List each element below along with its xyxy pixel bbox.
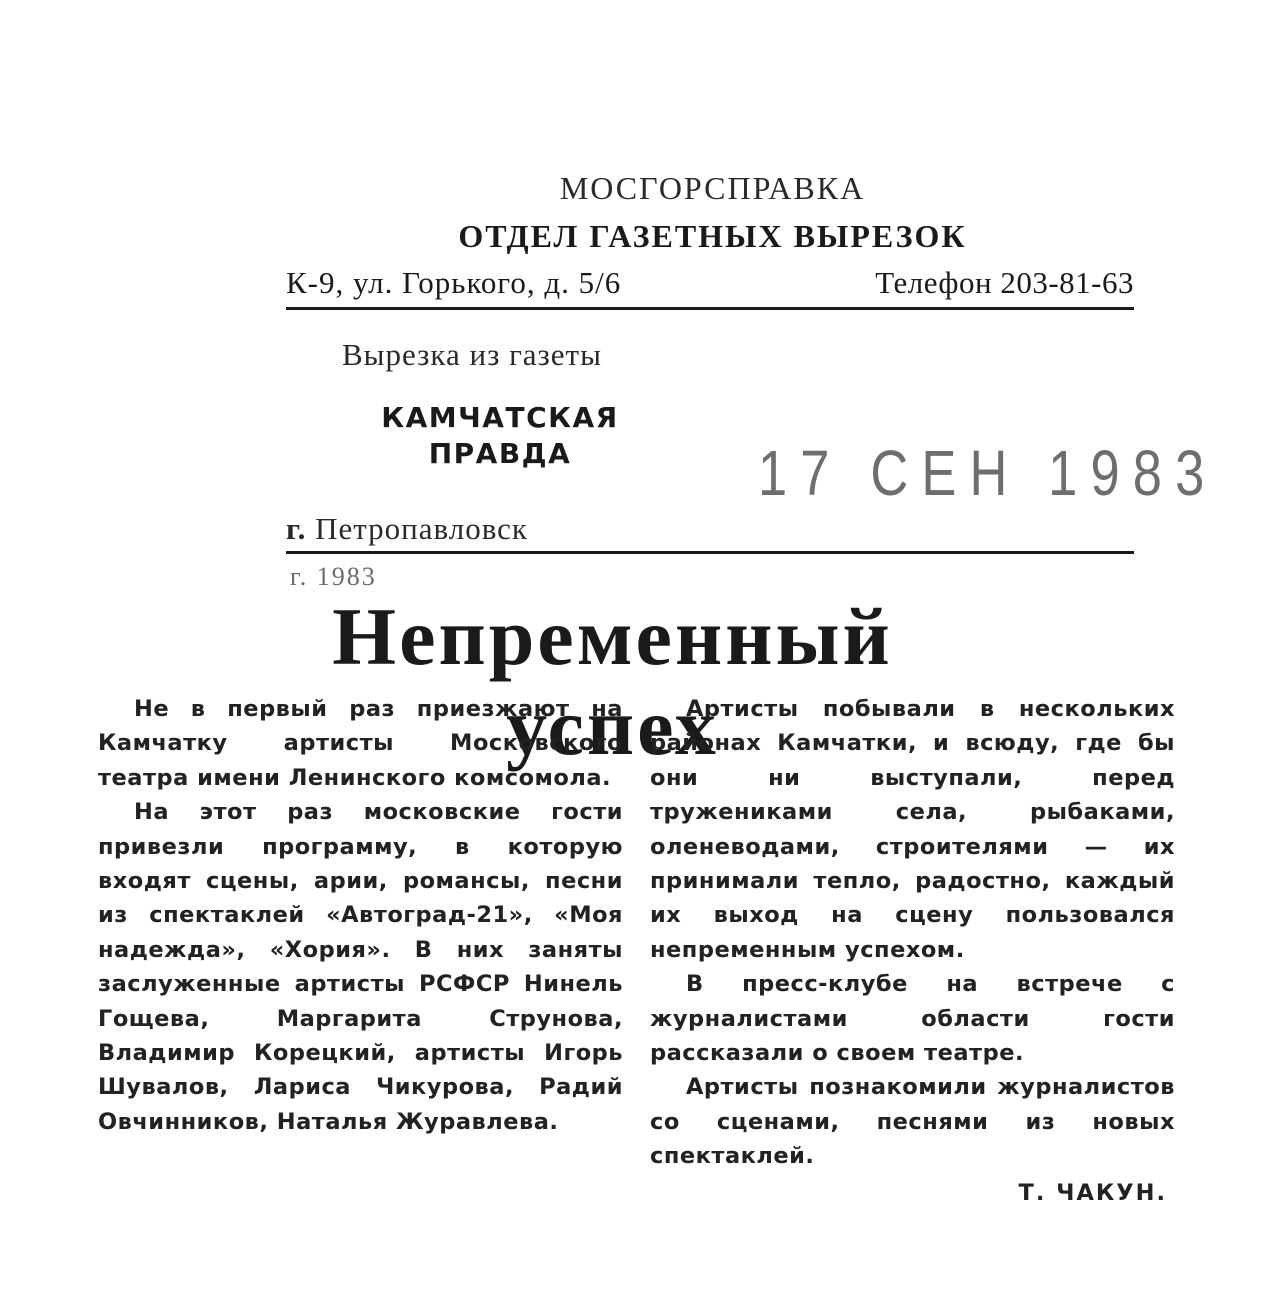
- address-row: [286, 263, 1134, 310]
- article-paragraph: Не в первый раз приезжают на Камчатку артисты Московского театра имени Ленинского комсомола.: [98, 696, 623, 791]
- article-paragraph: Артисты побывали в нескольких районах Камчатки, и всюду, где бы они ни выступали, перед тружениками села, рыбаками, оленеводами, строителями — их принимали тепло, радостно, каждый их выход на сцену пользовался непременным успехом.: [650, 696, 1175, 963]
- city-name: Петропавловск: [315, 511, 528, 546]
- newspaper-name-line1: КАМЧАТСКАЯ: [381, 401, 619, 434]
- department-name: ОТДЕЛ ГАЗЕТНЫХ ВЫРЕЗОК: [458, 218, 967, 254]
- article-paragraph: В пресс-клубе на встрече с журналистами области гости рассказали о своем театре.: [650, 971, 1175, 1067]
- newspaper-name-line2: ПРАВДА: [428, 437, 572, 470]
- city-prefix: г.: [286, 511, 307, 546]
- article-left-column: [98, 692, 623, 1139]
- article-paragraph: На этот раз московские гости привезли программу, в которую входят сцены, арии, романсы, песни из спектаклей «Автоград-21», «Моя надежда», «Хория». В них заняты заслуженные артисты РСФСР Нинель Гощева, Маргарита Струнова, Владимир Корецкий, артисты Игорь Шувалов, Лариса Чикурова, Радий Овчинников, Наталья Журавлева.: [98, 799, 623, 1135]
- article-paragraph: Артисты познакомили журналистов со сценами, песнями из новых спектаклей.: [650, 1074, 1175, 1170]
- newspaper-name: [350, 400, 650, 472]
- agency-phone: Телефон 203-81-63: [875, 265, 1134, 300]
- agency-address: К-9, ул. Горького, д. 5/6: [286, 265, 622, 300]
- city-row: [286, 507, 1134, 554]
- article-title: Непременный успех: [332, 591, 893, 772]
- agency-name: МОСГОРСПРАВКА: [559, 170, 866, 206]
- article-right-column: [650, 692, 1175, 1210]
- article-author: Т. ЧАКУН.: [1018, 1179, 1167, 1206]
- cutting-label: Вырезка из газеты: [342, 337, 602, 372]
- city-field: [286, 511, 528, 547]
- date-stamp: 17 СЕН 1983: [758, 437, 1218, 509]
- year-fragment: г. 1983: [290, 562, 377, 591]
